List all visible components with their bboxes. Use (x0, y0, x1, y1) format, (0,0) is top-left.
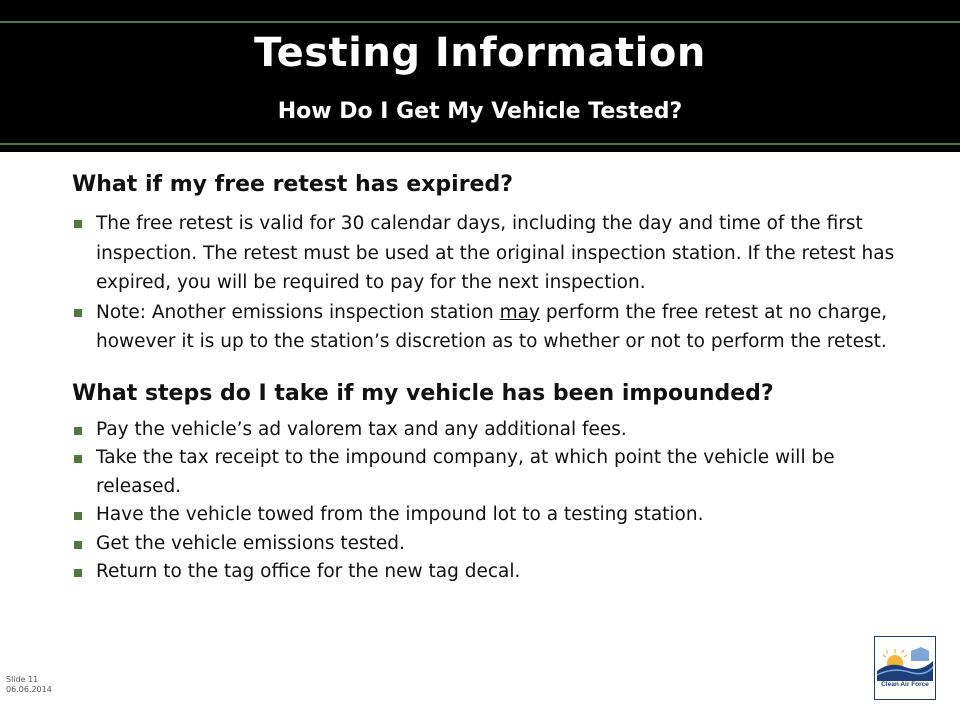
title-banner (0, 0, 960, 152)
list-item (72, 209, 902, 298)
list-item (72, 416, 902, 445)
square-bullet-icon (74, 220, 82, 228)
list-item (72, 530, 902, 559)
banner-bottom-rule (0, 143, 960, 145)
bullet-list (72, 209, 902, 357)
list-item (72, 298, 902, 357)
bullet-text-after: perform the free retest at no charge, however it is up to the station’s discretion as to whether or not to perform the retest. (96, 301, 888, 352)
clean-air-force-logo (874, 636, 936, 700)
slide-footer-meta (6, 675, 52, 695)
slide-body (72, 172, 902, 587)
bullet-text: Take the tax receipt to the impound company, at which point the vehicle will be released. (96, 447, 835, 497)
banner-top-rule (0, 21, 960, 23)
logo-emblem-icon (875, 637, 935, 681)
slide-number: Slide 11 (6, 675, 39, 684)
underlined-may: may (499, 301, 540, 323)
list-item (72, 501, 902, 530)
section-heading: What steps do I take if my vehicle has been impounded? (72, 380, 774, 406)
bullet-text: Return to the tag office for the new tag decal. (96, 561, 521, 582)
list-item (72, 558, 902, 587)
section-impounded (72, 381, 902, 587)
square-bullet-icon (74, 541, 82, 549)
list-item (72, 444, 902, 501)
square-bullet-icon (74, 455, 82, 463)
bullet-text: Pay the vehicle’s ad valorem tax and any additional fees. (96, 418, 627, 440)
slide-date: 06.06.2014 (6, 685, 52, 694)
bullet-text: Have the vehicle towed from the impound lot to a testing station. (96, 504, 704, 525)
logo-wordmark: Clean Air Force (881, 681, 929, 688)
square-bullet-icon (74, 427, 82, 435)
square-bullet-icon (74, 512, 82, 520)
bullet-list (72, 416, 902, 587)
slide-subtitle: How Do I Get My Vehicle Tested? (277, 99, 683, 124)
bullet-text: Get the vehicle emissions tested. (96, 532, 405, 554)
slide-title: Testing Information (254, 30, 706, 76)
bullet-text: The free retest is valid for 30 calendar days, including the day and time of the first inspection. The retest must be used at the original inspection station. If the retest has expired, you will be required to pay for the next inspection. (96, 213, 895, 293)
square-bullet-icon (74, 569, 82, 577)
section-heading: What if my free retest has expired? (72, 172, 513, 197)
bullet-text-before: Note: Another emissions inspection station (96, 301, 500, 323)
section-free-retest (72, 172, 902, 357)
square-bullet-icon (74, 309, 82, 317)
